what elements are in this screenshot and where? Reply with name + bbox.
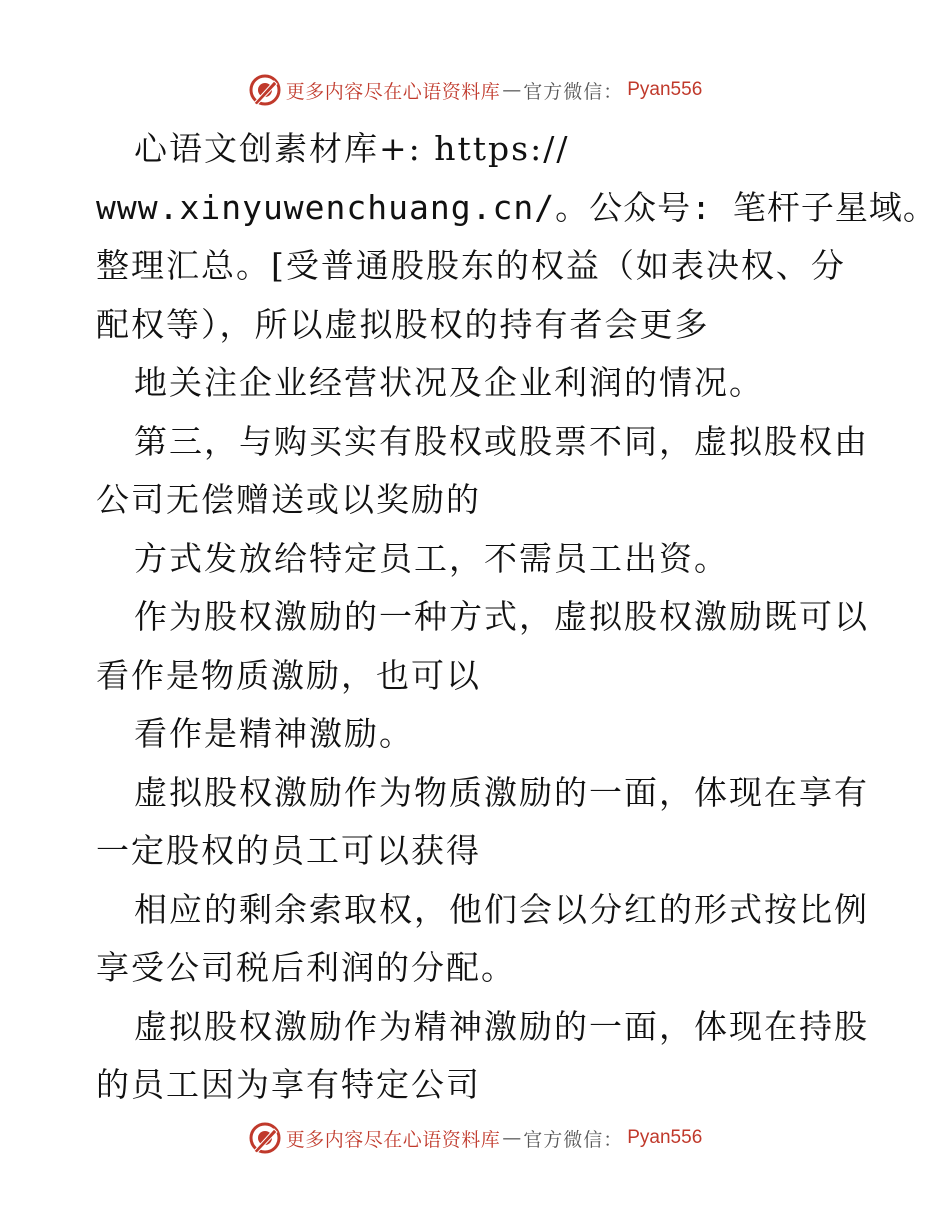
pen-logo-icon [248,1121,282,1155]
text-line: 享受公司税后利润的分配。 [96,948,516,987]
text-line: 整理汇总。[受普通股股东的权益（如表决权、分 [96,246,846,285]
banner-wechat-label: 官方微信： [523,80,624,103]
banner-text: 更多内容尽在心语资料库 [285,80,501,103]
text-line: 第三，与购买实有股权或股票不同，虚拟股权由 [134,421,869,461]
header-banner [0,70,950,110]
banner-wechat-label: 官方微信： [523,1128,624,1151]
text-line: 一定股权的员工可以获得 [96,831,481,870]
text-line: 公司无偿赠送或以奖励的 [96,480,481,519]
banner-text: 更多内容尽在心语资料库 [285,1128,501,1151]
banner-separator: — [502,79,522,101]
text-line: 相应的剩余索取权，他们会以分红的形式按比例 [134,889,869,929]
banner-wechat-id: Pyan556 [627,79,703,100]
text-line: 看作是精神激励。 [134,714,414,753]
text-line: 心语文创素材库+: https:// [134,129,570,168]
footer-banner [0,1118,950,1158]
text-line: 虚拟股权激励作为物质激励的一面，体现在享有 [134,772,869,812]
text-line: 地关注企业经营状况及企业利润的情况。 [134,363,764,402]
text-line: 方式发放给特定员工，不需员工出资。 [134,538,729,578]
text-line: 配权等），所以虚拟股权的持有者会更多 [96,304,710,344]
text-line: 虚拟股权激励作为精神激励的一面，体现在持股 [134,1006,869,1046]
text-line: 的员工因为享有特定公司 [96,1065,481,1104]
pen-logo-icon [248,73,282,107]
text-line: www.xinyuwenchuang.cn/。公众号: 笔杆子星域。 [96,187,937,227]
document-body [96,120,937,1115]
text-line: 作为股权激励的一种方式，虚拟股权激励既可以 [134,597,869,636]
banner-separator: — [502,1127,522,1149]
banner-wechat-id: Pyan556 [627,1127,703,1148]
text-line: 看作是物质激励，也可以 [96,655,481,695]
